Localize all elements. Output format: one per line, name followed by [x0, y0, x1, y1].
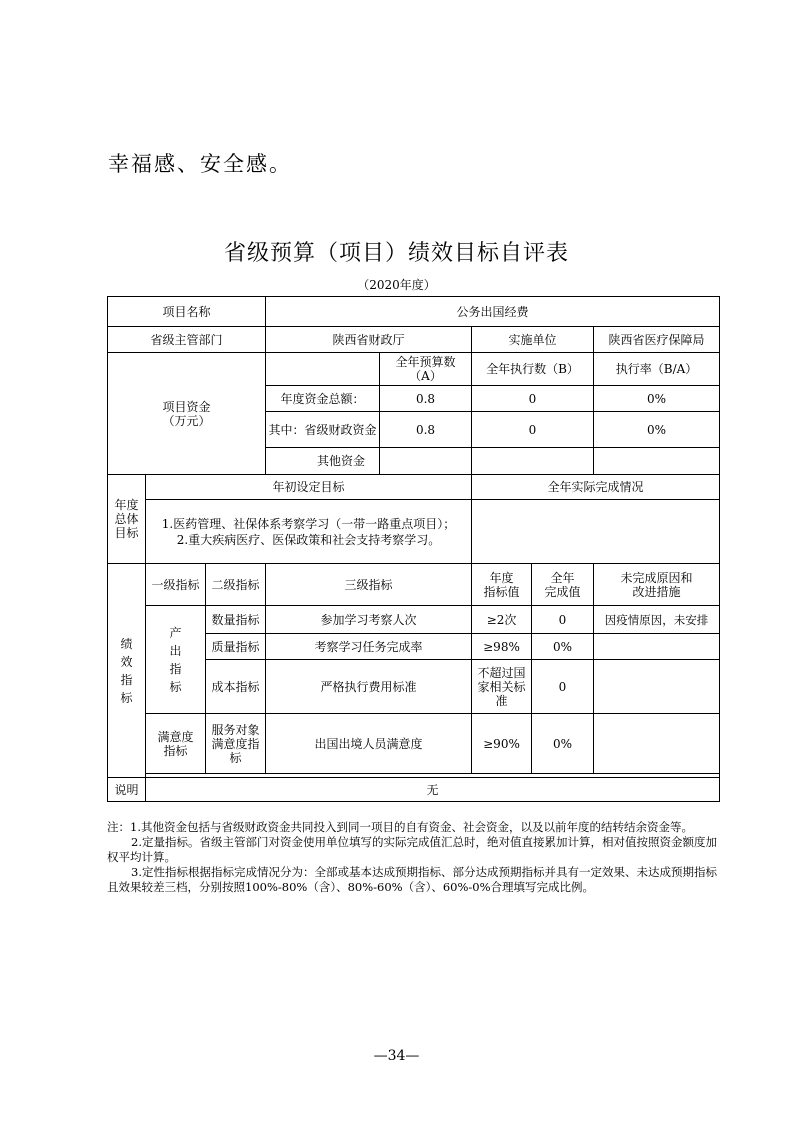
goal-label: 年度 总体 目标: [108, 475, 146, 564]
performance-table: [107, 296, 720, 802]
page-number: —34—: [373, 1048, 420, 1064]
target-header: 年度 指标值: [472, 564, 532, 606]
dept-value: 陕西省财政厅: [266, 327, 472, 353]
indicator-reason: 因疫情原因，未安排: [594, 606, 720, 634]
goal-done-value: [472, 500, 720, 564]
indicator-target: ≥90%: [472, 714, 532, 774]
fund-row-exec: [472, 448, 594, 475]
rate-header: 执行率（B/A）: [594, 353, 720, 386]
budget-header: 全年预算数 （A）: [380, 353, 472, 386]
exec-header: 全年执行数（B）: [472, 353, 594, 386]
fund-row-budget: 0.8: [380, 386, 472, 412]
l1-header: 一级指标: [146, 564, 206, 606]
indicator-l2: 数量指标: [206, 606, 266, 634]
project-name-value: 公务出国经费: [266, 297, 720, 327]
fund-header-blank: [266, 353, 380, 386]
note-3: 3.定性指标根据指标完成情况分为：全部或基本达成预期指标、部分达成预期指标并具有一定效果、未达成预期指标且效果较差三档，分别按照100%-80%（含）、80%-60%（含）、60%-0%合理填写完成比例。: [107, 865, 717, 894]
goal-set-header: 年初设定目标: [146, 475, 472, 500]
form-year: （2020年度）: [357, 278, 436, 292]
note-value: 无: [146, 778, 720, 802]
dept-label: 省级主管部门: [108, 327, 266, 353]
indicator-target: 不超过国家相关标准: [472, 660, 532, 714]
indicator-l2: 质量指标: [206, 634, 266, 660]
fund-row-rate: 0%: [594, 412, 720, 448]
actual-header: 全年 完成值: [532, 564, 594, 606]
fund-row-budget: 0.8: [380, 412, 472, 448]
fund-row-label: 其他资金: [266, 448, 380, 475]
sat-label: 满意度 指标: [146, 714, 206, 774]
fund-row-label: 其中：省级财政资金: [266, 412, 380, 448]
note-1: 注：1.其他资金包括与省级财政资金共同投入到同一项目的自有资金、社会资金，以及以前年度的结转结余资金等。: [107, 820, 693, 834]
indicator-reason: [594, 660, 720, 714]
indicator-l3: 严格执行费用标准: [266, 660, 472, 714]
perf-label: 绩 效 指 标: [108, 564, 146, 778]
indicator-actual: 0%: [532, 714, 594, 774]
indicator-reason: [594, 714, 720, 774]
goal-done-header: 全年实际完成情况: [472, 475, 720, 500]
indicator-actual: 0%: [532, 634, 594, 660]
l3-header: 三级指标: [266, 564, 472, 606]
note-label: 说明: [108, 778, 146, 802]
output-label: 产 出 指 标: [146, 606, 206, 714]
indicator-actual: 0: [532, 606, 594, 634]
indicator-reason: [594, 634, 720, 660]
indicator-actual: 0: [532, 660, 594, 714]
fund-label: 项目资金 （万元）: [108, 353, 266, 475]
project-name-label: 项目名称: [108, 297, 266, 327]
fund-row-rate: [594, 448, 720, 475]
lead-text: 幸福感、安全感。: [108, 152, 292, 176]
fund-row-budget: [380, 448, 472, 475]
indicator-l2: 成本指标: [206, 660, 266, 714]
indicator-target: ≥2次: [472, 606, 532, 634]
indicator-l3: 出国出境人员满意度: [266, 714, 472, 774]
fund-row-label: 年度资金总额：: [266, 386, 380, 412]
l2-header: 二级指标: [206, 564, 266, 606]
indicator-l3: 参加学习考察人次: [266, 606, 472, 634]
indicator-l3: 考察学习任务完成率: [266, 634, 472, 660]
fund-row-rate: 0%: [594, 386, 720, 412]
note-2: 2.定量指标。省级主管部门对资金使用单位填写的实际完成值汇总时，绝对值直接累加计算，相对值按照资金额度加权平均计算。: [107, 835, 717, 864]
form-title: 省级预算（项目）绩效目标自评表: [223, 241, 569, 266]
indicator-l2: 服务对象满意度指标: [206, 714, 266, 774]
impl-label: 实施单位: [472, 327, 594, 353]
impl-value: 陕西省医疗保障局: [594, 327, 720, 353]
footnotes: [107, 820, 721, 895]
indicator-target: ≥98%: [472, 634, 532, 660]
goal-text: 1.医药管理、社保体系考察学习（一带一路重点项目）； 2.重大疾病医疗、医保政策和社会支持考察学习。: [146, 500, 472, 564]
fund-row-exec: 0: [472, 386, 594, 412]
fund-row-exec: 0: [472, 412, 594, 448]
reason-header: 未完成原因和 改进措施: [594, 564, 720, 606]
